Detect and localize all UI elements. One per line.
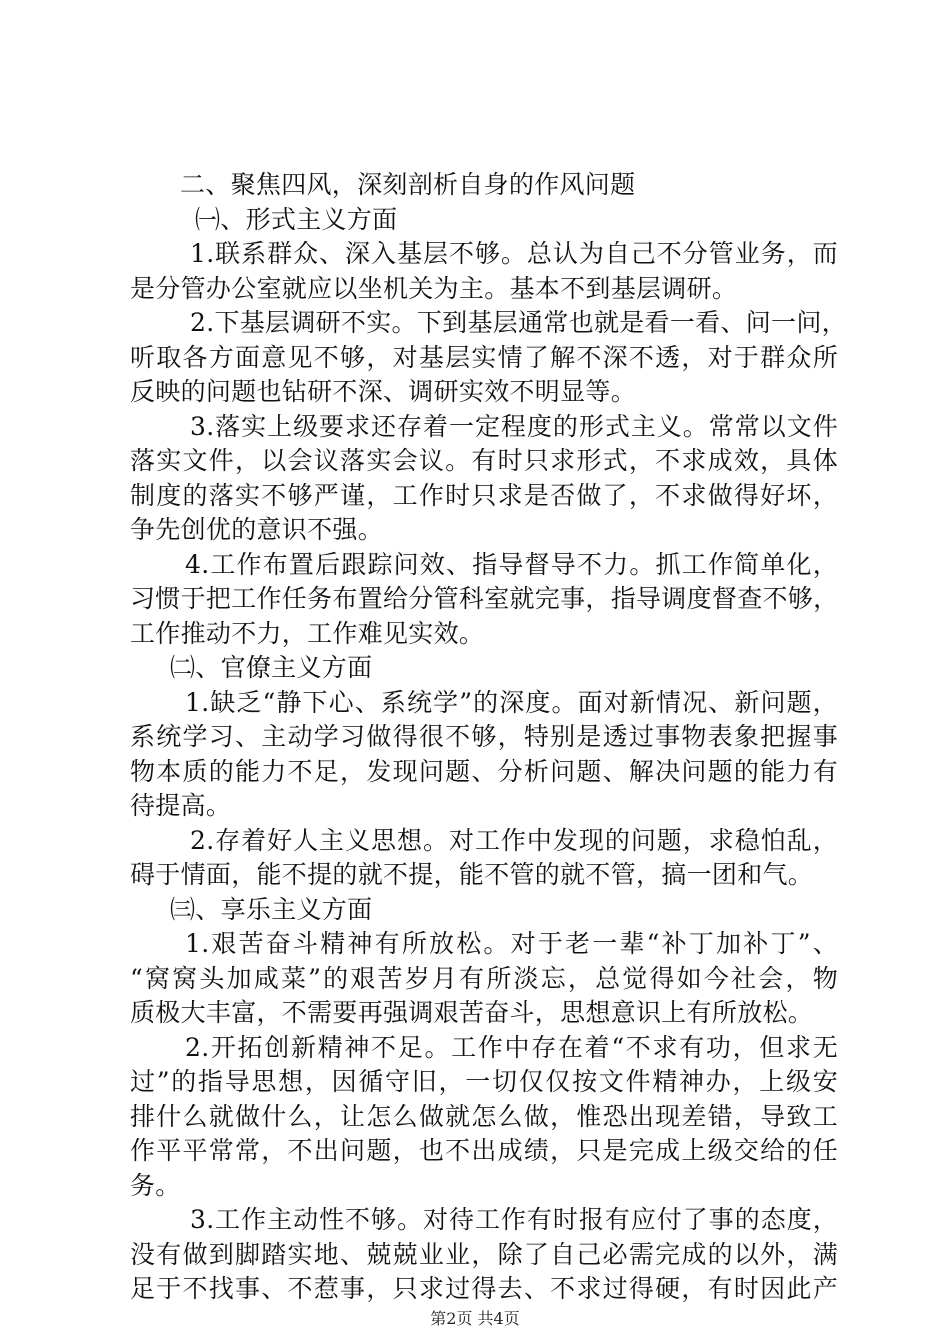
text-line: 争先创优的意识不强。 — [130, 515, 384, 544]
text-line: 过”的指导思想，因循守旧，一切仅仅按文件精神办，上级安 — [130, 1067, 838, 1096]
text-line: ㈠、形式主义方面 — [195, 204, 398, 234]
text-line: 3.工作主动性不够。对待工作有时报有应付了事的态度， — [190, 1205, 838, 1234]
text-line: ㈡、官僚主义方面 — [170, 653, 373, 682]
text-line: 务。 — [130, 1170, 181, 1200]
text-line: 系统学习、主动学习做得很不够，特别是透过事物表象把握事 — [130, 722, 838, 751]
text-line: 制度的落实不够严谨，工作时只求是否做了，不求做得好坏， — [130, 480, 838, 510]
text-line: 4.工作布置后跟踪问效、指导督导不力。抓工作简单化， — [185, 549, 838, 579]
text-line: 排什么就做什么，让怎么做就怎么做，惟恐出现差错，导致工 — [130, 1101, 838, 1131]
text-line: “窝窝头加咸菜”的艰苦岁月有所淡忘，总觉得如今社会，物 — [130, 963, 838, 993]
text-line: 是分管办公室就应以坐机关为主。基本不到基层调研。 — [130, 273, 738, 303]
text-line: 工作推动不力，工作难见实效。 — [130, 618, 485, 648]
text-line: 1.联系群众、深入基层不够。总认为自己不分管业务，而 — [190, 239, 838, 268]
text-line: 落实文件，以会议落实会议。有时只求形式，不求成效，具体 — [130, 446, 838, 475]
text-line: 习惯于把工作任务布置给分管科室就完事，指导调度督查不够， — [130, 584, 839, 613]
text-line: 足于不找事、不惹事，只求过得去、不求过得硬，有时因此产 — [130, 1274, 838, 1303]
page-footer: 第2页 共4页 — [430, 1309, 520, 1328]
text-line: 碍于情面，能不提的就不提，能不管的就不管，搞一团和气。 — [130, 860, 814, 889]
text-line: 质极大丰富，不需要再强调艰苦奋斗，思想意识上有所放松。 — [130, 998, 814, 1027]
text-line: 2.下基层调研不实。下到基层通常也就是看一看、问一问， — [190, 308, 847, 337]
text-line: 待提高。 — [130, 791, 232, 820]
document-body — [130, 168, 847, 1307]
text-line: 没有做到脚踏实地、兢兢业业，除了自己必需完成的以外，满 — [130, 1239, 838, 1269]
text-line: 2.存着好人主义思想。对工作中发现的问题，求稳怕乱， — [190, 825, 838, 855]
text-line: 3.落实上级要求还存着一定程度的形式主义。常常以文件 — [190, 411, 838, 441]
text-line: 二、聚焦四风，深刻剖析自身的作风问题 — [180, 170, 636, 199]
text-line: ㈢、享乐主义方面 — [170, 894, 373, 924]
text-line: 听取各方面意见不够，对基层实情了解不深不透，对于群众所 — [130, 342, 838, 372]
text-line: 2.开拓创新精神不足。工作中存在着“不求有功，但求无 — [185, 1032, 838, 1062]
text-line: 1.缺乏“静下心、系统学”的深度。面对新情况、新问题， — [185, 687, 838, 717]
text-line: 1.艰苦奋斗精神有所放松。对于老一辈“补丁加补丁”、 — [185, 929, 838, 958]
text-line: 作平平常常，不出问题，也不出成绩，只是完成上级交给的任 — [130, 1136, 838, 1165]
text-line: 物本质的能力不足，发现问题、分析问题、解决问题的能力有 — [130, 756, 838, 786]
text-line: 反映的问题也钻研不深、调研实效不明显等。 — [130, 377, 637, 406]
